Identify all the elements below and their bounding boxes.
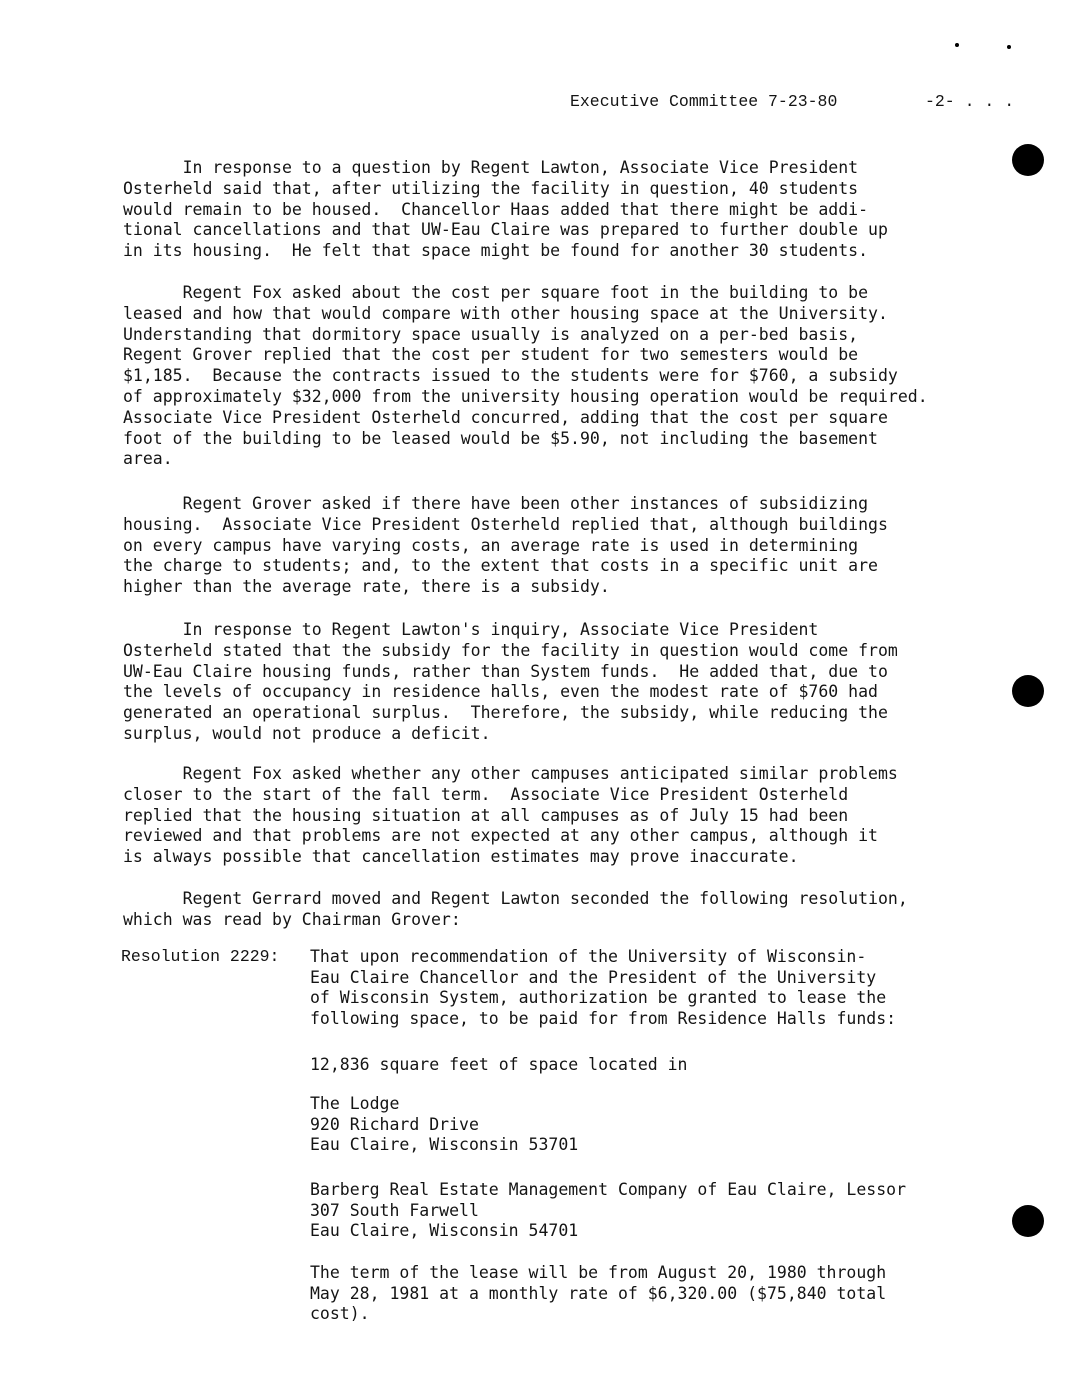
paragraph-4: In response to Regent Lawton's inquiry, Associate Vice President Osterheld stated that the subsidy for the facility in question would come from UW-Eau Claire housing funds, rather than System funds. He added that, due to the levels of occupancy in residence halls, even the modest rate of $760 had generated an operational surplus. Therefore, the subsidy, while reducing the surplus, would not produce a deficit. [123,620,898,743]
resolution-term: The term of the lease will be from August 20, 1980 through May 28, 1981 at a monthly rate of $6,320.00 ($75,840 total cost). [310,1263,887,1323]
punch-hole-middle [1012,675,1044,707]
resolution-label: Resolution 2229: [121,947,280,966]
scan-speck [955,43,959,47]
page-number: -2- . . . [925,92,1015,111]
resolution-intro: That upon recommendation of the University of Wisconsin- Eau Claire Chancellor and the President of the University of Wisconsin System, authorization be granted to lease the following space, to be paid for from Residence Halls funds: [310,947,897,1028]
resolution-property-address: The Lodge 920 Richard Drive Eau Claire, Wisconsin 53701 [310,1094,579,1154]
paragraph-2: Regent Fox asked about the cost per square foot in the building to be leased and how that would compare with other housing space at the University. Understanding that dormitory space usually is analyzed on a per-bed basis, Regent Grover replied that the cost per student for two semesters would be $1,185. Because the contracts issued to the students were for $760, a subsidy of approximately $32,000 from the university housing operation would be required. Associate Vice President Osterheld concurred, adding that the cost per square foot of the building to be leased would be $5.90, not including the basement area. [123,283,928,469]
paragraph-5: Regent Fox asked whether any other campuses anticipated similar problems closer to the start of the fall term. Associate Vice President Osterheld replied that the housing situation at all campuses as of July 15 had been reviewed and that problems are not expected at any other campus, although it is always possible that cancellation estimates may prove inaccurate. [123,764,898,867]
paragraph-6: Regent Gerrard moved and Regent Lawton seconded the following resolution, which was read by Chairman Grover: [123,889,908,929]
punch-hole-top [1012,144,1044,176]
scan-speck [1007,45,1011,49]
page-header-title: Executive Committee 7-23-80 [570,92,838,111]
resolution-lessor: Barberg Real Estate Management Company of Eau Claire, Lessor 307 South Farwell Eau Claire, Wisconsin 54701 [310,1180,907,1240]
paragraph-3: Regent Grover asked if there have been other instances of subsidizing housing. Associate Vice President Osterheld replied that, although buildings on every campus have varying costs, an average rate is used in determining the charge to students; and, to the extent that costs in a specific unit are higher than the average rate, there is a subsidy. [123,494,888,597]
resolution-space: 12,836 square feet of space located in [310,1055,688,1074]
paragraph-1: In response to a question by Regent Lawton, Associate Vice President Osterheld said that, after utilizing the facility in question, 40 students would remain to be housed. Chancellor Haas added that there might be addi- tional cancellations and that UW-Eau Claire was prepared to further double up in its housing. He felt that space might be found for another 30 students. [123,158,888,261]
punch-hole-bottom [1012,1205,1044,1237]
